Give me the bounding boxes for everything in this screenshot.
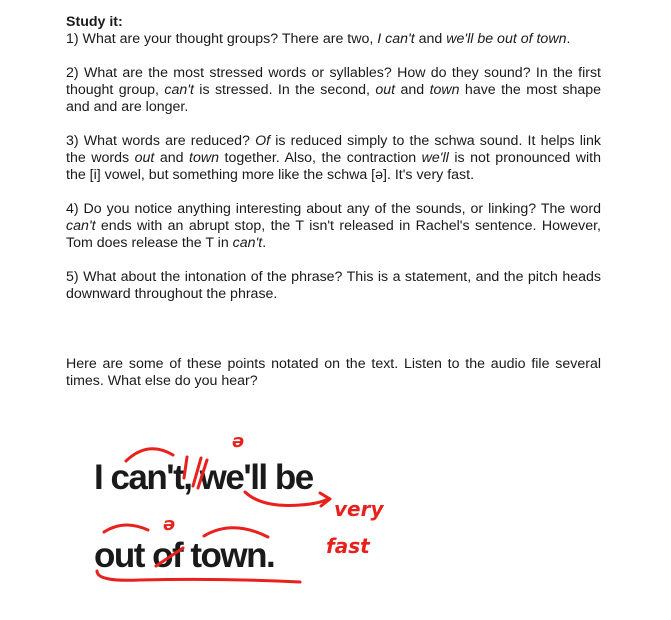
question-1: 1) What are your thought groups? There are two, I can't and we'll be out of town. — [66, 31, 571, 47]
notes-intro: Here are some of these points notated on the text. Listen to the audio file several times. What else do you hear? — [66, 356, 601, 389]
schwa-mark-of: ə — [163, 514, 176, 535]
question-2: 2) What are the most stressed words or syllables? How do they sound? In the first thought group, can't is stressed. In the second, out and town have the most shape and and are longer. — [66, 65, 602, 115]
stress-arc-out — [104, 525, 148, 532]
question-3: 3) What words are reduced? Of is reduced simply to the schwa sound. It helps link the words out and town together. Also, the contraction we'll is not pronounced with the [i] vowel, but something more like the schwa [ə]. It's very fast. — [66, 133, 601, 183]
note-fast: fast — [326, 534, 370, 558]
note-very: very — [334, 497, 384, 521]
question-4: 4) Do you notice anything interesting about any of the sounds, or linking? The word can't ends with an abrupt stop, the T isn't released in Rachel's sentence. However, Tom does release the T in can't. — [66, 201, 601, 251]
schwa-mark-well: ə — [232, 431, 245, 452]
section-heading: Study it: — [66, 14, 123, 30]
phrase-line-2: out of town. — [94, 536, 275, 575]
question-5: 5) What about the intonation of the phrase? This is a statement, and the pitch heads downward throughout the phrase. — [66, 269, 601, 302]
phrase-line-1: I can't, we'll be — [94, 458, 313, 497]
